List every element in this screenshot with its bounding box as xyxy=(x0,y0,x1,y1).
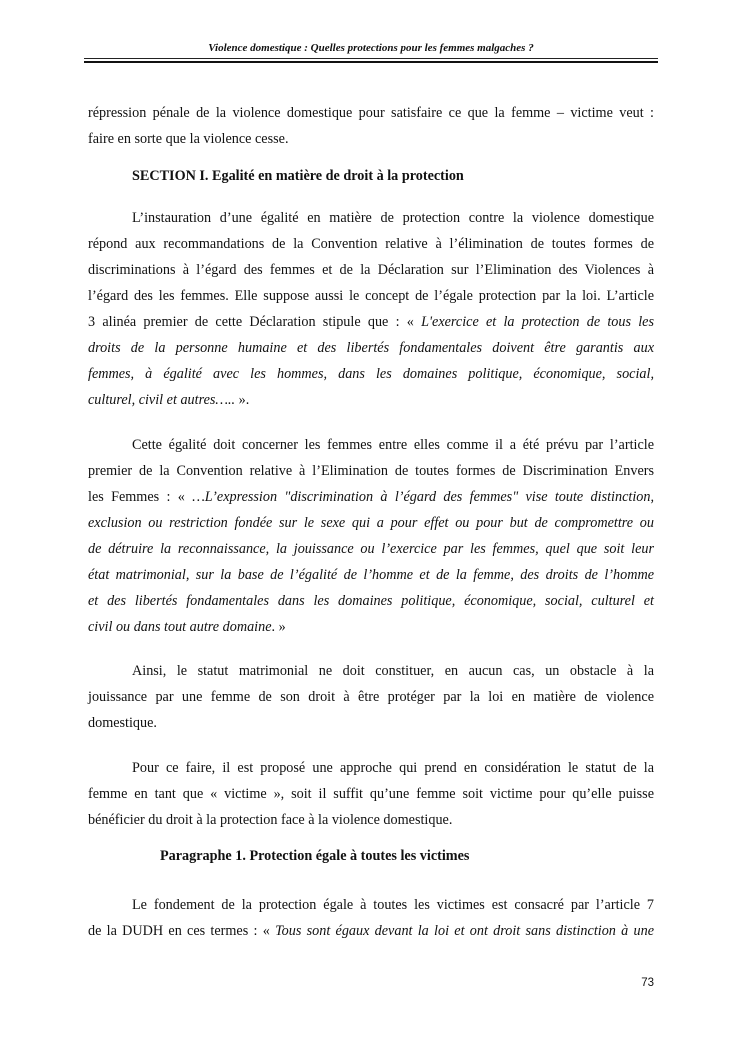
quote-run: L'exercice et la protection de tous les xyxy=(421,314,654,330)
text-line: répression pénale de la violence domestique pour satisfaire ce que la femme – victime veut : xyxy=(88,105,654,121)
text-line: Pour ce faire, il est proposé une approche qui prend en considération le statut de la xyxy=(132,760,654,776)
text-line: Cette égalité doit concerner les femmes entre elles comme il a été prévu par l’article xyxy=(132,437,654,453)
paragraph-matrimonial xyxy=(88,658,654,736)
header-rule-thin xyxy=(84,58,658,59)
quote-run: Tous sont égaux devant la loi et ont droit sans distinction à une xyxy=(275,923,654,939)
text-line: l’égard des les femmes. Elle suppose aussi le concept de l’égale protection par la loi. L’article xyxy=(88,288,654,304)
text-line xyxy=(88,918,654,944)
paragraph-convention xyxy=(88,432,654,640)
quote-run: culturel, civil et autres….. xyxy=(88,392,236,408)
quote-run: civil ou dans tout autre domaine xyxy=(88,619,272,635)
section-heading: SECTION I. Egalité en matière de droit à la protection xyxy=(132,168,464,184)
paragraph-equality xyxy=(88,205,654,413)
text-line: répond aux recommandations de la Convention relative à l’élimination de toutes formes de xyxy=(88,236,654,252)
quote-line: état matrimonial, sur la base de l’égalité de l’homme et de la femme, des droits de l’homme xyxy=(88,567,654,583)
text-run: ». xyxy=(235,392,250,408)
text-line: femme en tant que « victime », soit il suffit qu’une femme soit victime pour qu’elle puisse xyxy=(88,786,654,802)
text-line: Ainsi, le statut matrimonial ne doit constituer, en aucun cas, un obstacle à la xyxy=(132,663,654,679)
text-run: de la DUDH en ces termes : « xyxy=(88,923,276,939)
text-run: les Femmes : « xyxy=(88,489,193,505)
text-line: Le fondement de la protection égale à toutes les victimes est consacré par l’article 7 xyxy=(132,897,654,913)
quote-line: et des libertés fondamentales dans les domaines politique, économique, social, culturel et xyxy=(88,593,654,609)
quote-line: exclusion ou restriction fondée sur le sexe qui a pour effet ou pour but de compromettre ou xyxy=(88,515,654,531)
intro-paragraph xyxy=(88,100,654,152)
text-line: bénéficier du droit à la protection face à la violence domestique. xyxy=(88,812,453,828)
quote-run: …L’expression "discrimination à l’égard des femmes" vise toute distinction, xyxy=(192,489,655,505)
header-rule-thick xyxy=(84,61,658,63)
paragraph-heading: Paragraphe 1. Protection égale à toutes les victimes xyxy=(160,848,470,864)
text-line xyxy=(88,484,654,510)
text-line: premier de la Convention relative à l’Elimination de toutes formes de Discrimination Envers xyxy=(88,463,654,479)
page-number: 73 xyxy=(641,977,654,989)
text-line xyxy=(88,387,654,413)
quote-line: femmes, à égalité avec les hommes, dans les domaines politique, économique, social, xyxy=(88,366,654,382)
text-run: . » xyxy=(271,619,286,635)
quote-line: de détruire la reconnaissance, la jouissance ou l’exercice par les femmes, quel que soit leur xyxy=(88,541,654,557)
text-line: jouissance par une femme de son droit à être protéger par la loi en matière de violence xyxy=(88,689,654,705)
text-line xyxy=(88,614,654,640)
paragraph-dudh xyxy=(88,892,654,944)
text-line: L’instauration d’une égalité en matière de protection contre la violence domestique xyxy=(132,210,654,226)
text-line: discriminations à l’égard des femmes et de la Déclaration sur l’Elimination des Violences à xyxy=(88,262,654,278)
quote-line: droits de la personne humaine et des libertés fondamentales doivent être garantis aux xyxy=(88,340,654,356)
text-run: 3 alinéa premier de cette Déclaration stipule que : « xyxy=(88,314,422,330)
running-header: Violence domestique : Quelles protections pour les femmes malgaches ? xyxy=(208,42,534,54)
text-line: domestique. xyxy=(88,715,157,731)
text-line xyxy=(88,309,654,335)
paragraph-approach xyxy=(88,755,654,833)
text-line: faire en sorte que la violence cesse. xyxy=(88,131,289,147)
